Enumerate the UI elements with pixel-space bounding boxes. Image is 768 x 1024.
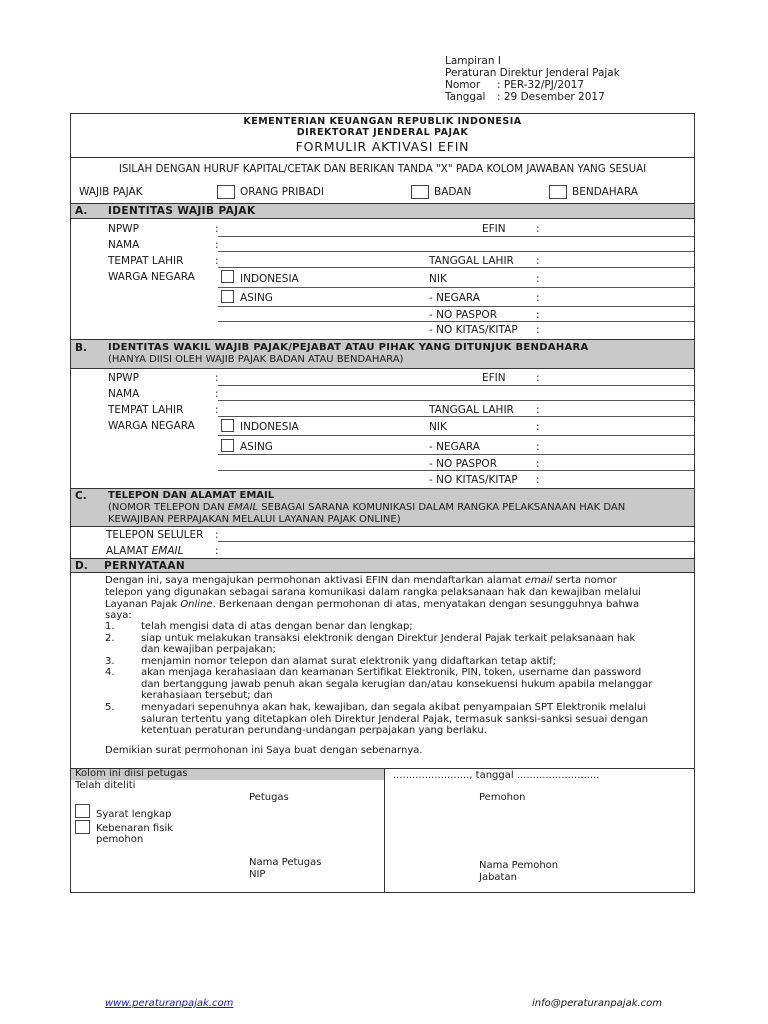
b-indonesia-checkbox[interactable]: [221, 419, 234, 432]
a-paspor-label: - NO PASPOR: [429, 309, 497, 321]
item-1-line-1: telah mengisi data di atas dengan benar dan lengkap;: [141, 621, 413, 632]
section-b-letter: B.: [75, 342, 87, 354]
statement-intro-line-1: [105, 575, 617, 586]
b-nik-label: NIK: [429, 421, 447, 433]
a-tempat-lahir-colon: :: [215, 255, 219, 267]
item-5-number: 5.: [105, 702, 115, 713]
taxpayer-type-label: WAJIB PAJAK: [79, 186, 143, 198]
a-kitas-label: - NO KITAS/KITAP: [429, 324, 518, 336]
jabatan-label: Jabatan: [479, 872, 517, 883]
email-label-b: EMAIL: [151, 545, 184, 557]
intro-1a: Dengan ini, saya mengajukan permohonan aktivasi EFIN dan mendaftarkan alamat: [105, 575, 525, 586]
b-paspor-line: [218, 470, 694, 471]
section-a-letter: A.: [75, 205, 88, 217]
item-1-number: 1.: [105, 621, 115, 632]
a-negara-label: - NEGARA: [429, 292, 480, 304]
syarat-checkbox[interactable]: [75, 804, 90, 818]
b-asing-label: ASING: [240, 441, 273, 453]
bendahara-checkbox[interactable]: [549, 185, 567, 199]
nip-label: NIP: [249, 869, 266, 880]
b-nama-label: NAMA: [108, 388, 140, 400]
section-b-subtitle: (HANYA DIISI OLEH WAJIB PAJAK BADAN ATAU BENDAHARA): [108, 354, 404, 365]
title-divider: [70, 157, 695, 158]
intro-3a: Layanan Pajak: [105, 599, 181, 610]
a-paspor-colon: :: [536, 309, 540, 321]
b-tanggal-lahir-label: TANGGAL LAHIR: [429, 404, 514, 416]
regulation-label: Peraturan Direktur Jenderal Pajak: [445, 67, 620, 79]
section-c-note-line-1: [108, 502, 625, 513]
item-4-number: 4.: [105, 667, 115, 678]
intro-1c: serta nomor: [552, 575, 617, 586]
b-tanggal-lahir-colon: :: [536, 404, 540, 416]
a-warga-negara-label: WARGA NEGARA: [108, 271, 195, 283]
b-nama-line: [218, 400, 694, 401]
number-value: : PER-32/PJ/2017: [497, 79, 585, 91]
date-label: Tanggal: [445, 91, 486, 103]
phone-colon: :: [215, 529, 219, 541]
a-nama-colon: :: [215, 239, 219, 251]
b-kitas-label: - NO KITAS/KITAP: [429, 474, 518, 486]
item-4-line-3: kerahasiaan tersebut; dan: [141, 690, 273, 701]
nama-petugas: Nama Petugas: [249, 857, 322, 868]
intro-3b: Online: [180, 599, 213, 610]
a-npwp-label: NPWP: [108, 223, 139, 235]
syarat-label: Syarat lengkap: [96, 809, 172, 820]
b-negara-line: [218, 454, 694, 455]
a-nik-line: [218, 287, 694, 288]
officer-header: Kolom ini diisi petugas: [75, 768, 188, 779]
kebenaran-label-2: pemohon: [96, 834, 144, 845]
section-b-header-bottom: [70, 368, 695, 369]
a-nama-label: NAMA: [108, 239, 140, 251]
b-npwp-line: [218, 385, 694, 386]
b-asing-checkbox[interactable]: [221, 439, 234, 452]
section-c-title: TELEPON DAN ALAMAT EMAIL: [108, 490, 275, 501]
a-kitas-colon: :: [536, 324, 540, 336]
a-npwp-colon: :: [215, 223, 219, 235]
section-c-letter: C.: [75, 490, 87, 502]
item-2-number: 2.: [105, 633, 115, 644]
b-tempat-lahir-line: [218, 416, 694, 417]
applicant-pemohon: Pemohon: [479, 792, 526, 803]
phone-line: [218, 541, 694, 542]
number-label: Nomor: [445, 79, 481, 91]
statement-intro-line-4: saya:: [105, 610, 132, 621]
b-efin-label: EFIN: [482, 372, 506, 384]
a-nik-label: NIK: [429, 273, 447, 285]
item-2-line-2: dan kewajiban perpajakan;: [141, 644, 276, 655]
item-5-line-2: saluran tertentu yang ditetapkan oleh Direktur Jenderal Pajak, termasuk sanksi-sanksi sesuai dengan: [141, 714, 649, 725]
section-c-note-1a: (NOMOR TELEPON DAN: [108, 502, 228, 513]
a-tanggal-lahir-colon: :: [536, 255, 540, 267]
item-3-number: 3.: [105, 656, 115, 667]
statement-intro-line-2: telepon yang digunakan sebagai sarana komunikasi dalam rangka pelaksanaan hak dan kewajiban melalui: [105, 587, 641, 598]
section-d-letter: D.: [75, 560, 88, 572]
a-efin-colon: :: [536, 223, 540, 235]
officer-checked: Telah diteliti: [75, 780, 136, 791]
orang-pribadi-checkbox[interactable]: [217, 185, 235, 199]
directorate-title: DIREKTORAT JENDERAL PAJAK: [296, 127, 469, 138]
orang-pribadi-label: ORANG PRIBADI: [240, 186, 324, 198]
b-tempat-lahir-colon: :: [215, 404, 219, 416]
item-3-line-1: menjamin nomor telepon dan alamat surat elektronik yang didaftarkan tetap aktif;: [141, 656, 556, 667]
item-4-line-2: dan bertanggung jawab penuh akan segala kerugian dan/atau konsekuensi hukum apabila melanggar: [141, 679, 653, 690]
b-kitas-colon: :: [536, 474, 540, 486]
b-nik-colon: :: [536, 421, 540, 433]
date-value: : 29 Desember 2017: [497, 91, 605, 103]
footer-email[interactable]: info@peraturanpajak.com: [532, 998, 663, 1009]
email-label-a: ALAMAT: [106, 545, 152, 557]
b-paspor-label: - NO PASPOR: [429, 458, 497, 470]
signature-divider: [384, 768, 385, 892]
instruction-text: ISILAH DENGAN HURUF KAPITAL/CETAK DAN BERIKAN TANDA "X" PADA KOLOM JAWABAN YANG SESUAI: [118, 163, 647, 175]
b-warga-negara-label: WARGA NEGARA: [108, 420, 195, 432]
section-a-title: IDENTITAS WAJIB PAJAK: [108, 205, 256, 217]
b-indonesia-label: INDONESIA: [240, 421, 299, 433]
attachment-label: Lampiran I: [445, 55, 501, 67]
phone-label: TELEPON SELULER: [106, 529, 204, 541]
b-npwp-label: NPWP: [108, 372, 139, 384]
bendahara-label: BENDAHARA: [572, 186, 638, 198]
section-c-note-1b: EMAIL: [227, 502, 259, 513]
b-npwp-colon: :: [215, 372, 219, 384]
b-efin-colon: :: [536, 372, 540, 384]
nama-pemohon: Nama Pemohon: [479, 860, 559, 871]
statement-closing: Demikian surat permohonan ini Saya buat dengan sebenarnya.: [105, 745, 423, 756]
statement-intro-line-3: [105, 599, 639, 610]
form-title: FORMULIR AKTIVASI EFIN: [295, 139, 470, 154]
intro-1b: email: [524, 575, 553, 586]
a-nama-line: [218, 251, 694, 252]
a-indonesia-label: INDONESIA: [240, 273, 299, 285]
a-asing-checkbox[interactable]: [221, 290, 234, 303]
email-colon: :: [215, 545, 219, 557]
a-tempat-lahir-line: [218, 267, 694, 268]
a-indonesia-checkbox[interactable]: [221, 270, 234, 283]
intro-3c: . Berkenaan dengan permohonan di atas, menyatakan dengan sesungguhnya bahwa: [212, 599, 640, 610]
item-4-line-1: akan menjaga kerahasiaan dan keamanan Sertifikat Elektronik, PIN, token, username dan password: [141, 667, 642, 678]
ministry-title: KEMENTERIAN KEUANGAN REPUBLIK INDONESIA: [243, 116, 522, 127]
badan-checkbox[interactable]: [411, 185, 429, 199]
section-c-note-1c: SEBAGAI SARANA KOMUNIKASI DALAM RANGKA PELAKSANAAN HAK DAN: [258, 502, 626, 513]
a-tanggal-lahir-label: TANGGAL LAHIR: [429, 255, 514, 267]
section-a-header-bottom: [70, 218, 695, 219]
b-nik-line: [218, 435, 694, 436]
a-npwp-line: [218, 236, 694, 237]
b-nama-colon: :: [215, 388, 219, 400]
item-2-line-1: siap untuk melakukan transaksi elektronik dengan Direktur Jenderal Pajak terkait pelaksanaan hak: [141, 633, 636, 644]
section-d-title: PERNYATAAN: [104, 560, 186, 572]
footer-website-link[interactable]: www.peraturanpajak.com: [105, 998, 234, 1009]
section-c-header-bottom: [70, 526, 695, 527]
officer-petugas: Petugas: [249, 792, 289, 803]
a-negara-line: [218, 306, 694, 307]
b-tempat-lahir-label: TEMPAT LAHIR: [108, 404, 184, 416]
kebenaran-checkbox[interactable]: [75, 820, 90, 834]
a-paspor-line: [218, 321, 694, 322]
a-asing-label: ASING: [240, 292, 273, 304]
email-label: [106, 545, 183, 557]
a-nik-colon: :: [536, 273, 540, 285]
a-efin-label: EFIN: [482, 223, 506, 235]
a-negara-colon: :: [536, 292, 540, 304]
section-c-note-line-2: KEWAJIBAN PERPAJAKAN MELALUI LAYANAN PAJAK ONLINE): [108, 514, 401, 525]
item-5-line-3: ketentuan peraturan perundang-undangan perpajakan yang berlaku.: [141, 725, 487, 736]
b-paspor-colon: :: [536, 458, 540, 470]
section-d-header-bottom: [70, 572, 695, 573]
section-b-title: IDENTITAS WAKIL WAJIB PAJAK/PEJABAT ATAU PIHAK YANG DITUNJUK BENDAHARA: [108, 342, 589, 353]
kebenaran-label-1: Kebenaran fisik: [96, 823, 174, 834]
applicant-date-line: ........................, tanggal ..........................: [393, 770, 600, 781]
b-negara-label: - NEGARA: [429, 441, 480, 453]
a-tempat-lahir-label: TEMPAT LAHIR: [108, 255, 184, 267]
b-negara-colon: :: [536, 441, 540, 453]
item-5-line-1: menyadari sepenuhnya akan hak, kewajiban, dan segala akibat penyampaian SPT Elektronik melalui: [141, 702, 647, 713]
badan-label: BADAN: [434, 186, 472, 198]
